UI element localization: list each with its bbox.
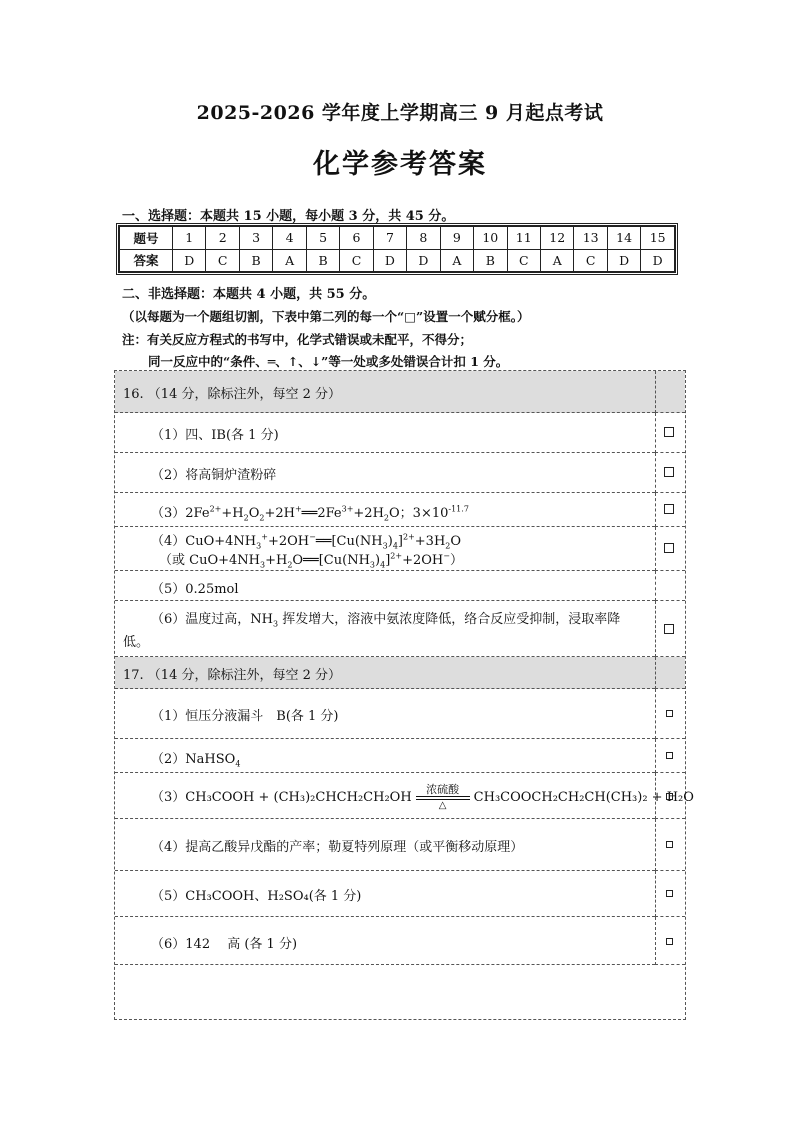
answer-text: （5）CH₃COOH、H₂SO₄(各 1 分)	[151, 889, 362, 904]
question-17-title: 17. （14 分，除标注外，每空 2 分）	[123, 668, 342, 683]
answer-cell: A	[273, 249, 306, 272]
answer-cell: D	[607, 249, 640, 272]
score-box[interactable]	[664, 624, 674, 634]
question-17-header	[115, 657, 655, 689]
score-cell	[655, 571, 685, 601]
score-box[interactable]	[666, 890, 673, 897]
question-number: 15	[641, 227, 675, 250]
equation-rhs: CH₃COOCH₂CH₂CH(CH₃)₂ + H₂O	[473, 790, 694, 805]
row-label-question: 题号	[120, 227, 173, 250]
answer-text	[151, 530, 461, 551]
answer-cell: C	[507, 249, 540, 272]
score-box[interactable]	[664, 504, 674, 514]
score-cell	[655, 917, 685, 965]
condition-heat: △	[438, 800, 447, 811]
answer-row-16-3	[115, 493, 655, 527]
question-number: 12	[540, 227, 573, 250]
row-label-answer: 答案	[120, 249, 173, 272]
score-cell	[655, 689, 685, 739]
answer-text: （4）提高乙酸异戊酯的产率；勒夏特列原理（或平衡移动原理）	[151, 840, 524, 855]
question-number: 1	[173, 227, 206, 250]
answer-row-16-5	[115, 571, 655, 601]
equation-lhs: CH₃COOH + (CH₃)₂CHCH₂CH₂OH	[185, 790, 412, 805]
answer-cell: A	[440, 249, 473, 272]
question-number-row	[120, 227, 675, 250]
answer-row-16-4	[115, 527, 655, 571]
answer-prefix: （2）NaHSO	[151, 752, 236, 767]
answer-text: （2）NaHSO$_4$	[151, 752, 241, 769]
score-cell	[655, 739, 685, 773]
answer-row-16-6	[115, 601, 655, 657]
question-number: 8	[407, 227, 440, 250]
question-number: 11	[507, 227, 540, 250]
question-number: 3	[239, 227, 272, 250]
question-number: 9	[440, 227, 473, 250]
answer-row-17-4	[115, 819, 655, 871]
answer-key-table	[116, 223, 678, 275]
score-cell	[655, 871, 685, 917]
section1-heading: 一、选择题：本题共 15 小题，每小题 3 分，共 45 分。	[122, 209, 455, 224]
answer-line: 挥发增大，溶液中氨浓度降低，络合反应受抑制，浸取率降	[278, 612, 621, 627]
answer-row-17-1	[115, 689, 655, 739]
answer-cell: D	[641, 249, 675, 272]
score-cell	[655, 453, 685, 493]
answer-text: （2）将高铜炉渣粉碎	[151, 468, 277, 483]
exam-title: 2025-2026 学年度上学期高三 9 月起点考试	[196, 102, 604, 124]
answer-text: （5）0.25mol	[151, 582, 239, 597]
question-number: 6	[340, 227, 373, 250]
section2-heading: 二、非选择题：本题共 4 小题，共 55 分。	[122, 287, 376, 302]
question-number: 7	[373, 227, 406, 250]
answer-text: （6）142 高 (各 1 分)	[151, 937, 298, 952]
answer-cell: D	[173, 249, 206, 272]
question-16-header	[115, 371, 655, 413]
answer-text: （6）温度过高，$NH_3$ 挥发增大，溶液中氨浓度降低，络合反应受抑制，浸取率降	[151, 612, 621, 629]
question-16-title: 16. （14 分，除标注外，每空 2 分）	[123, 387, 342, 402]
answer-prefix: （4）	[151, 534, 186, 549]
blank-area	[115, 965, 685, 1019]
answer-line: （6）温度过高，NH	[151, 612, 273, 627]
score-box[interactable]	[666, 710, 673, 717]
answer-text	[151, 502, 469, 523]
score-cell	[655, 493, 685, 527]
grading-rule-2: 同一反应中的“条件、═、↑、↓”等一处或多处错误合计扣 1 分。	[148, 354, 509, 369]
answer-row-17-3	[115, 773, 694, 819]
answer-cell: D	[407, 249, 440, 272]
answer-prefix: （3）	[151, 506, 186, 521]
answer-cell: B	[239, 249, 272, 272]
score-box[interactable]	[666, 841, 673, 848]
score-cell	[655, 819, 685, 871]
equation: $CuO+4NH_3+H_2O══[Cu(NH_3)_4]^{2+}+2OH^-$	[189, 551, 450, 570]
answer-cell: C	[206, 249, 239, 272]
answer-text: （1）四、IB(各 1 分)	[151, 428, 279, 443]
question-number: 2	[206, 227, 239, 250]
score-cell	[655, 601, 685, 657]
answer-text-continued: 低。	[123, 635, 150, 650]
answer-row-17-5	[115, 871, 655, 917]
question-number: 14	[607, 227, 640, 250]
answer-row-16-2	[115, 453, 655, 493]
score-box[interactable]	[666, 793, 673, 800]
condition-catalyst: 浓硫酸	[426, 783, 460, 796]
score-cell	[655, 527, 685, 571]
answer-row-16-1	[115, 413, 655, 453]
answer-cell: C	[574, 249, 607, 272]
answer-text	[151, 784, 694, 811]
document-title: 化学参考答案	[313, 149, 487, 180]
question-number: 4	[273, 227, 306, 250]
equation: $CuO+4NH_3^++2OH^-══[Cu(NH_3)_4]^{2+}+3H_2O$	[185, 532, 462, 551]
answer-cell: C	[340, 249, 373, 272]
answer-alt	[159, 549, 463, 570]
answer-cell: D	[373, 249, 406, 272]
alt-close: ）	[449, 553, 463, 568]
question-number: 5	[306, 227, 339, 250]
answer-row-17-2	[115, 739, 655, 773]
score-box[interactable]	[664, 427, 674, 437]
answer-cell: B	[474, 249, 507, 272]
score-cell	[655, 773, 685, 819]
score-cell-header	[655, 657, 685, 689]
question-number: 10	[474, 227, 507, 250]
score-cell-header	[655, 371, 685, 413]
reaction-condition	[416, 784, 470, 811]
equation: $2Fe^{2+}+H_2O_2+2H^+══2Fe^{3+}+2H_2O$；$3\times 10^{-11.7}$	[185, 504, 469, 523]
alt-open: （或	[159, 553, 190, 568]
answer-grid	[114, 370, 694, 1020]
score-cell	[655, 413, 685, 453]
answer-prefix: （3）	[151, 790, 186, 805]
score-box[interactable]	[664, 467, 674, 477]
answer-row-17-6	[115, 917, 655, 965]
grading-note: （以每题为一个题组切割，下表中第二列的每一个“□”设置一个赋分框。）	[122, 309, 530, 324]
score-box[interactable]	[666, 752, 673, 759]
answer-text: （1）恒压分液漏斗 B(各 1 分)	[151, 709, 339, 724]
answer-cell: A	[540, 249, 573, 272]
grading-rule-1: 注：有关反应方程式的书写中，化学式错误或未配平，不得分；	[122, 332, 473, 347]
score-box[interactable]	[666, 938, 673, 945]
answer-cell: B	[306, 249, 339, 272]
question-number: 13	[574, 227, 607, 250]
score-box[interactable]	[664, 543, 674, 553]
answer-row	[120, 249, 675, 272]
